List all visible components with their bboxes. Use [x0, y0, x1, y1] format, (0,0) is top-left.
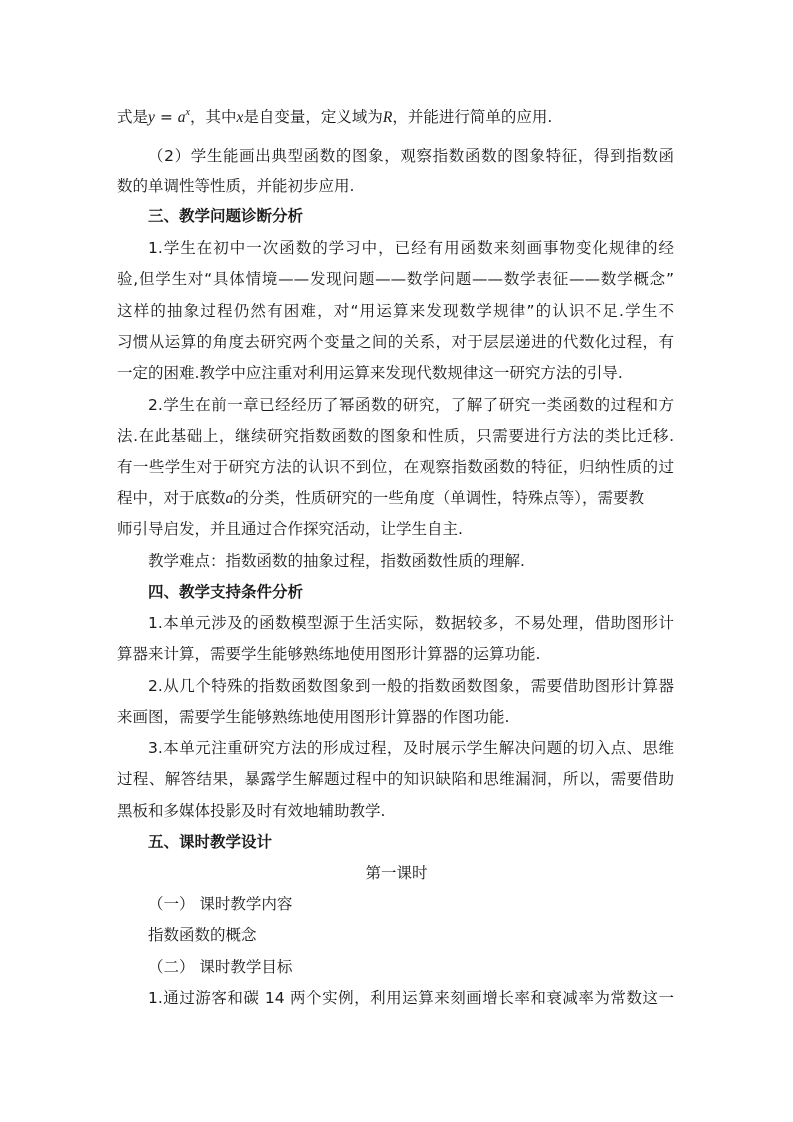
formula-exponential: $y = a^x$ [148, 107, 190, 126]
text-line: 程中，对于底数a的分类，性质研究的一些角度（单调性，特殊点等），需要教 [117, 489, 645, 507]
text-line: 3.本单元注重研究方法的形成过程，及时展示学生解决问题的切入点、思维 [148, 739, 674, 757]
section-heading: 五、课时教学设计 [148, 833, 273, 851]
text-line: 来画图，需要学生能够熟练地使用图形计算器的作图功能. [117, 708, 510, 726]
text-line: 法.在此基础上，继续研究指数函数的图象和性质，只需要进行方法的类比迁移. [117, 427, 674, 445]
text-line: 2.从几个特殊的指数函数图象到一般的指数函数图象，需要借助图形计算器 [148, 677, 674, 695]
text-line: 教学难点：指数函数的抽象过程，指数函数性质的理解. [148, 552, 525, 570]
text-line: 数的单调性等性质，并能初步应用. [117, 177, 355, 195]
text-line: 黑板和多媒体投影及时有效地辅助教学. [117, 802, 386, 820]
text-line: 师引导启发，并且通过合作探究活动，让学生自主. [117, 520, 463, 538]
text-line: 指数函数的概念 [148, 926, 257, 944]
section-heading: 四、教学支持条件分析 [148, 583, 304, 601]
text-line: 算器来计算，需要学生能够熟练地使用图形计算器的运算功能. [117, 645, 541, 663]
text-line: 式是$y = a^x$，其中x是自变量，定义域为R，并能进行简单的应用. [117, 107, 553, 126]
text-line: 1.学生在初中一次函数的学习中，已经有用函数来刻画事物变化规律的经 [148, 239, 674, 257]
text-line: 过程、解答结果，暴露学生解题过程中的知识缺陷和思维漏洞，所以，需要借助 [117, 770, 674, 788]
text-line: 有一些学生对于研究方法的认识不到位，在观察指数函数的特征，归纳性质的过 [117, 458, 674, 476]
text-line: 一定的困难.教学中应注重对利用运算来发现代数规律这一研究方法的引导. [117, 364, 623, 382]
text-line: 这样的抽象过程仍然有困难，对“用运算来发现数学规律”的认识不足.学生不 [117, 302, 674, 320]
text-line: 习惯从运算的角度去研究两个变量之间的关系，对于层层递进的代数化过程，有 [117, 333, 674, 351]
text-line: 1.通过游客和碳 14 两个实例，利用运算来刻画增长率和衰减率为常数这一 [148, 989, 674, 1007]
subsection-heading: （一） 课时教学内容 [148, 895, 293, 913]
lesson-title: 第一课时 [365, 864, 428, 882]
subsection-heading: （二） 课时教学目标 [148, 958, 293, 976]
text-line: 1.本单元涉及的函数模型源于生活实际，数据较多，不易处理，借助图形计 [148, 614, 674, 632]
text-line: 验,但学生对“具体情境——发现问题——数学问题——数学表征——数学概念” [117, 270, 674, 288]
section-heading: 三、教学问题诊断分析 [148, 207, 304, 225]
text-line: （2）学生能画出典型函数的图象，观察指数函数的图象特征，得到指数函 [148, 147, 674, 165]
text-line: 2.学生在前一章已经经历了幂函数的研究，了解了研究一类函数的过程和方 [148, 396, 674, 414]
